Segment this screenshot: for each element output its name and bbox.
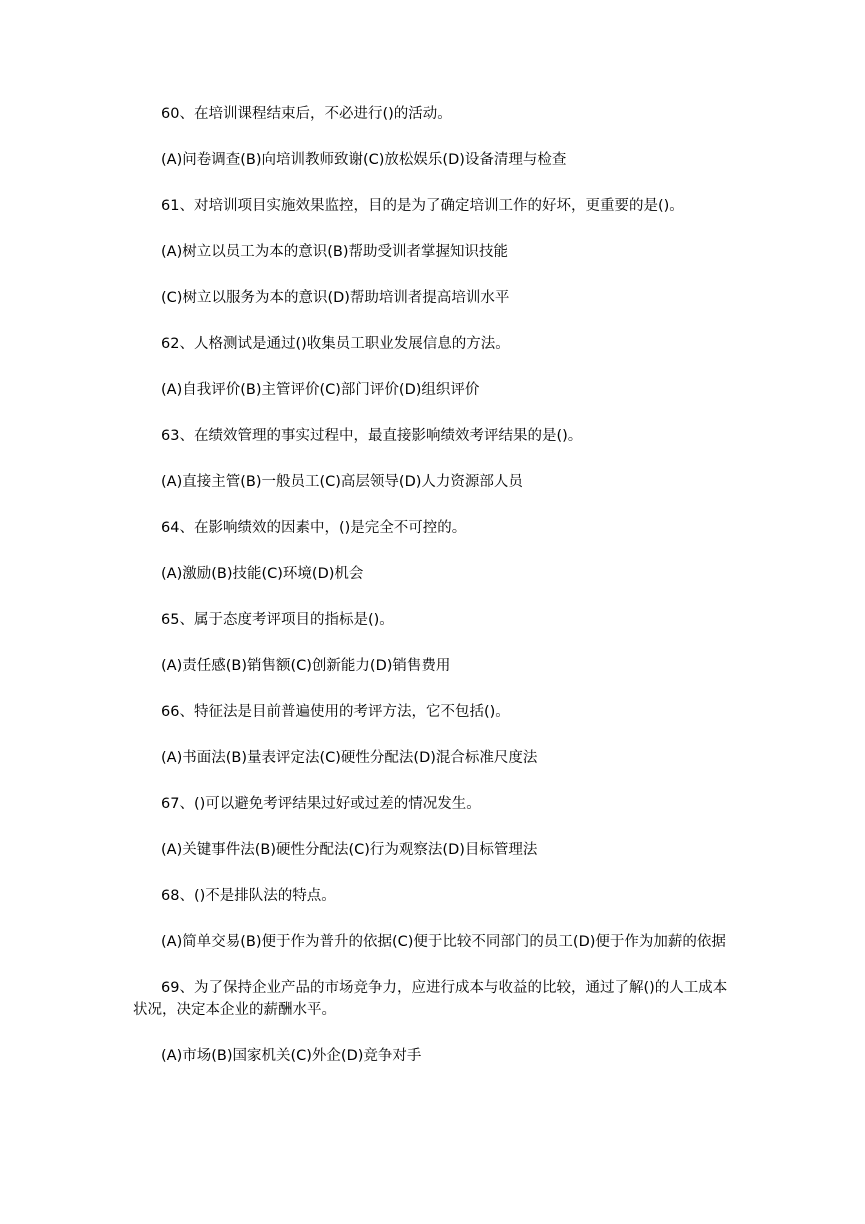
options-66: (A)书面法(B)量表评定法(C)硬性分配法(D)混合标准尺度法 <box>161 750 538 766</box>
document-body <box>133 103 735 1091</box>
options-68: (A)简单交易(B)便于作为普升的依据(C)便于比较不同部门的员工(D)便于作为加薪的依据 <box>161 934 726 950</box>
options-69: (A)市场(B)国家机关(C)外企(D)竞争对手 <box>161 1048 422 1064</box>
question-64: 64、在影响绩效的因素中，()是完全不可控的。 <box>161 520 467 536</box>
options-64: (A)激励(B)技能(C)环境(D)机会 <box>161 566 364 582</box>
options-61-ab: (A)树立以员工为本的意识(B)帮助受训者掌握知识技能 <box>161 244 508 260</box>
options-61-cd: (C)树立以服务为本的意识(D)帮助培训者提高培训水平 <box>161 290 510 306</box>
question-60: 60、在培训课程结束后，不必进行()的活动。 <box>161 106 452 122</box>
options-65: (A)责任感(B)销售额(C)创新能力(D)销售费用 <box>161 658 451 674</box>
options-60: (A)问卷调查(B)向培训教师致谢(C)放松娱乐(D)设备清理与检查 <box>161 152 567 168</box>
options-63: (A)直接主管(B)一般员工(C)高层领导(D)人力资源部人员 <box>161 474 523 490</box>
question-66: 66、特征法是目前普遍使用的考评方法，它不包括()。 <box>161 704 510 720</box>
question-67: 67、()可以避免考评结果过好或过差的情况发生。 <box>161 796 481 812</box>
question-69: 69、为了保持企业产品的市场竞争力，应进行成本与收益的比较，通过了解()的人工成本状况，决定本企业的薪酬水平。 <box>133 980 728 1018</box>
question-65: 65、属于态度考评项目的指标是()。 <box>161 612 394 628</box>
options-67: (A)关键事件法(B)硬性分配法(C)行为观察法(D)目标管理法 <box>161 842 538 858</box>
question-62: 62、人格测试是通过()收集员工职业发展信息的方法。 <box>161 336 510 352</box>
question-63: 63、在绩效管理的事实过程中，最直接影响绩效考评结果的是()。 <box>161 428 583 444</box>
question-68: 68、()不是排队法的特点。 <box>161 888 336 904</box>
options-62: (A)自我评价(B)主管评价(C)部门评价(D)组织评价 <box>161 382 480 398</box>
question-61: 61、对培训项目实施效果监控，目的是为了确定培训工作的好坏，更重要的是()。 <box>161 198 684 214</box>
